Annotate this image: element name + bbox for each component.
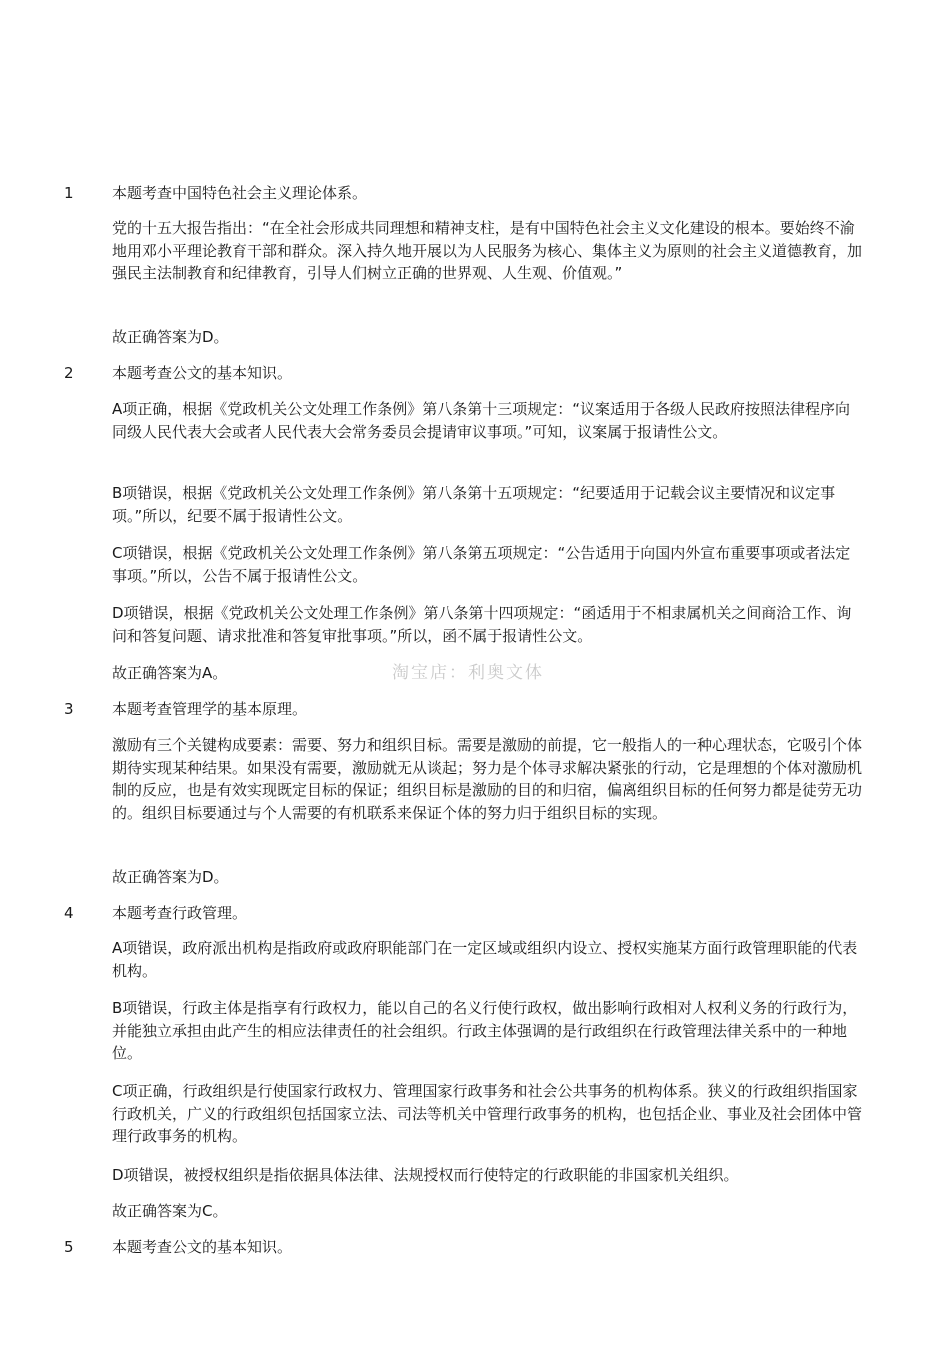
question-number: 4 xyxy=(64,904,74,922)
answer-line: 故正确答案为C。 xyxy=(112,1202,228,1220)
watermark: 淘宝店：利奥文体 xyxy=(392,663,544,683)
question-topic: 本题考查公文的基本知识。 xyxy=(112,364,293,382)
question-number: 1 xyxy=(64,184,74,202)
option-d-explanation: D项错误，根据《党政机关公文处理工作条例》第八条第十四项规定：“函适用于不相隶属机关之间商洽工作、询问和答复问题、请求批准和答复审批事项。”所以，函不属于报请性公文。 xyxy=(112,604,852,645)
explanation-paragraph: 激励有三个关键构成要素：需要、努力和组织目标。需要是激励的前提，它一般指人的一种心理状态，它吸引个体期待实现某种结果。如果没有需要，激励就无从谈起；努力是个体寻求解决紧张的行动，它是理想的个体对激励机制的反应，也是有效实现既定目标的保证；组织目标是激励的目的和归宿，偏离组织目标的任何努力都是徒劳无功的。组织目标要通过与个人需要的有机联系来保证个体的努力归于组织目标的实现。 xyxy=(112,736,863,822)
question-topic: 本题考查公文的基本知识。 xyxy=(112,1238,293,1256)
answer-line: 故正确答案为D。 xyxy=(112,868,229,886)
option-c-explanation: C项错误，根据《党政机关公文处理工作条例》第八条第五项规定：“公告适用于向国内外宣布重要事项或者法定事项。”所以，公告不属于报请性公文。 xyxy=(112,544,851,585)
option-b-explanation: B项错误，行政主体是指享有行政权力，能以自己的名义行使行政权，做出影响行政相对人权利义务的行政行为，并能独立承担由此产生的相应法律责任的社会组织。行政主体强调的是行政组织在行政管理法律关系中的一种地位。 xyxy=(112,999,858,1062)
explanation-paragraph: 党的十五大报告指出：“在全社会形成共同理想和精神支柱，是有中国特色社会主义文化建设的根本。要始终不渝地用邓小平理论教育干部和群众。深入持久地开展以为人民服务为核心、集体主义为原则的社会主义道德教育，加强民主法制教育和纪律教育，引导人们树立正确的世界观、人生观、价值观。” xyxy=(112,219,863,282)
option-c-explanation: C项正确，行政组织是行使国家行政权力、管理国家行政事务和社会公共事务的机构体系。狭义的行政组织指国家行政机关，广义的行政组织包括国家立法、司法等机关中管理行政事务的机构，也包括企业、事业及社会团体中管理行政事务的机构。 xyxy=(112,1082,863,1145)
question-number: 3 xyxy=(64,700,74,718)
question-topic: 本题考查中国特色社会主义理论体系。 xyxy=(112,184,368,202)
question-number: 2 xyxy=(64,364,74,382)
option-a-explanation: A项错误，政府派出机构是指政府或政府职能部门在一定区域或组织内设立、授权实施某方面行政管理职能的代表机构。 xyxy=(112,939,858,980)
option-a-explanation: A项正确，根据《党政机关公文处理工作条例》第八条第十三项规定：“议案适用于各级人民政府按照法律程序向同级人民代表大会或者人民代表大会常务委员会提请审议事项。”可知，议案属于报请性公文。 xyxy=(112,400,851,441)
option-b-explanation: B项错误，根据《党政机关公文处理工作条例》第八条第十五项规定：“纪要适用于记载会议主要情况和议定事项。”所以，纪要不属于报请性公文。 xyxy=(112,484,836,525)
option-d-explanation: D项错误，被授权组织是指依据具体法律、法规授权而行使特定的行政职能的非国家机关组织。 xyxy=(112,1166,739,1184)
question-number: 5 xyxy=(64,1238,74,1256)
answer-line: 故正确答案为A。 xyxy=(112,664,228,682)
answer-line: 故正确答案为D。 xyxy=(112,328,229,346)
question-topic: 本题考查行政管理。 xyxy=(112,904,248,922)
question-topic: 本题考查管理学的基本原理。 xyxy=(112,700,308,718)
